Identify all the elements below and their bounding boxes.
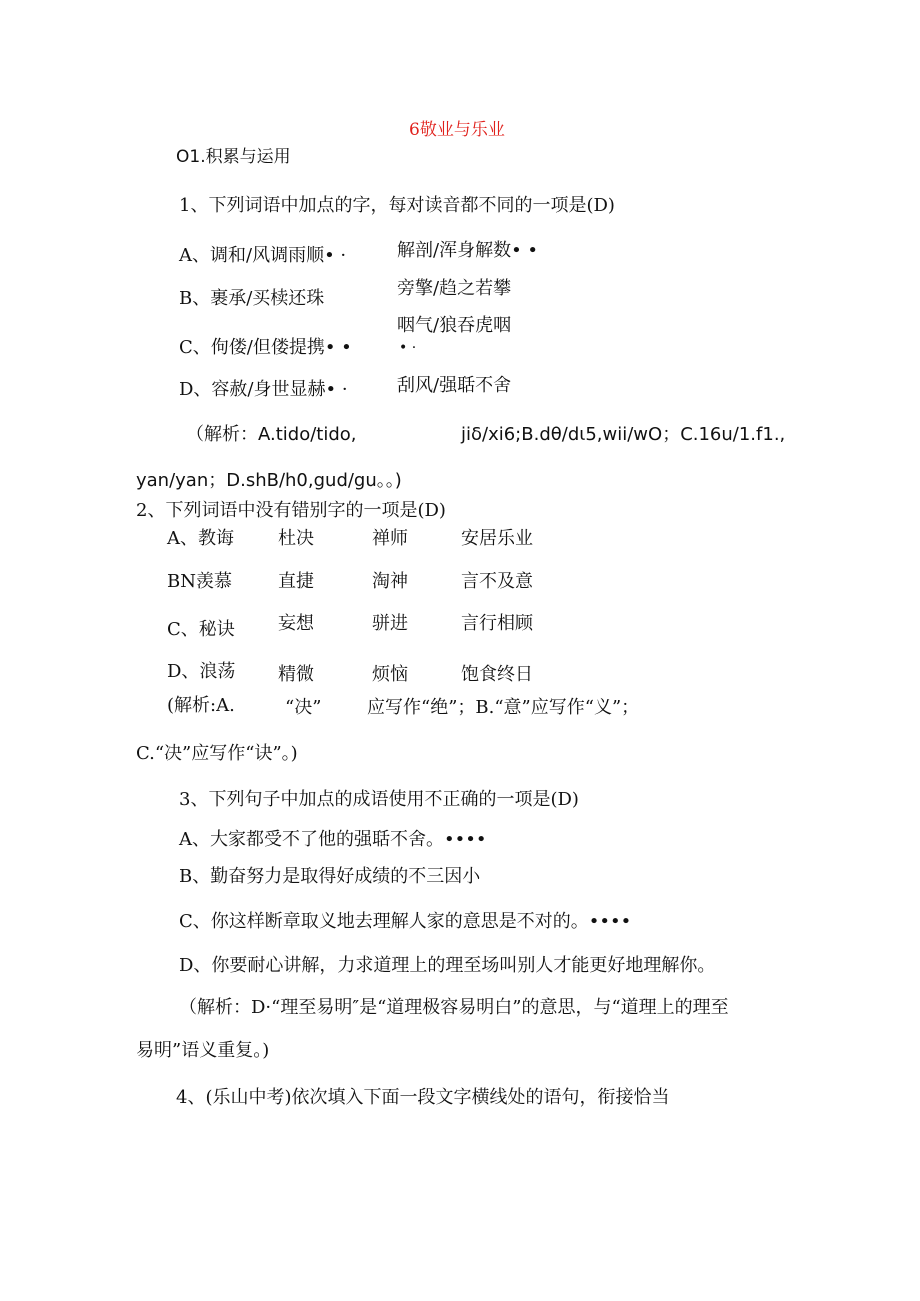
- q1-analysis-part1: （解析：A.tido/tido,: [186, 424, 357, 445]
- q1-stem: 1、下列词语中加点的字，每对读音都不同的一项是(D): [179, 195, 615, 216]
- page-title: 6敬业与乐业: [409, 120, 505, 140]
- q2-analysis-part1: (解析:A.: [167, 695, 235, 716]
- q1-analysis-part3: yan/yan；D.shB∕h0,gud/gu。。): [136, 470, 402, 491]
- section-heading: O1.积累与运用: [176, 147, 291, 167]
- q2-row-a-col3: 禅师: [372, 528, 408, 549]
- q3-stem: 3、下列句子中加点的成语使用不正确的一项是(D): [179, 789, 579, 810]
- q1-option-a-right: 解剖/浑身解数• •: [397, 240, 539, 261]
- q1-option-c-dots: • ·: [399, 340, 417, 356]
- q1-option-d-right: 刮风/强聒不舍: [397, 375, 512, 396]
- q2-row-a-col4: 安居乐业: [461, 528, 533, 549]
- q3-option-a: A、大家都受不了他的强聒不舍。••••: [179, 829, 487, 850]
- q2-row-a-col2: 杜决: [278, 528, 314, 549]
- q2-row-d-col3: 烦恼: [372, 664, 408, 685]
- q1-option-b-right: 旁擎/趋之若攀: [397, 278, 512, 299]
- q2-row-c-col3: 骈进: [372, 613, 408, 634]
- q3-option-b: B、勤奋努力是取得好成绩的不三因小: [179, 866, 481, 887]
- q3-analysis-line2: 易明”语义重复。): [136, 1040, 270, 1061]
- q1-option-d-left: D、容赦/身世显赫• ·: [179, 379, 348, 400]
- q2-row-c-col2: 妄想: [278, 613, 314, 634]
- q3-analysis-line1: （解析：D·“理至易明″是“道理极容易明白”的意思，与“道理上的理至: [179, 997, 729, 1018]
- q2-analysis-part4: C.“决”应写作“诀”。): [136, 743, 298, 764]
- q2-row-b-col2: 直捷: [278, 571, 314, 592]
- q3-option-d: D、你要耐心讲解，力求道理上的理至场叫别人才能更好地理解你。: [179, 955, 716, 976]
- q1-option-c-left: C、佝偻/但偻提携• •: [179, 337, 352, 358]
- q1-option-b-left: B、裹承/买椟还珠: [179, 288, 325, 309]
- q4-stem: 4、(乐山中考)依次填入下面一段文字横线处的语句，衔接恰当: [176, 1087, 670, 1108]
- q2-row-d-col4: 饱食终日: [461, 664, 533, 685]
- q1-option-c-right: 咽气/狼吞虎咽: [397, 315, 512, 336]
- q3-option-c: C、你这样断章取义地去理解人家的意思是不对的。••••: [179, 911, 632, 932]
- q2-row-a-col1: A、教诲: [167, 528, 234, 549]
- q2-row-c-col4: 言行相顾: [461, 613, 533, 634]
- q2-row-c-col1: C、秘诀: [167, 619, 235, 640]
- q1-option-a-left: A、调和/风调雨顺• ·: [179, 245, 347, 266]
- q2-row-b-col1: BN羡慕: [167, 571, 232, 592]
- q2-row-b-col4: 言不及意: [461, 571, 533, 592]
- q2-row-b-col3: 淘神: [372, 571, 408, 592]
- q2-analysis-part3: 应写作“绝”；B.“意”应写作“义”；: [367, 697, 640, 718]
- q2-row-d-col1: D、浪荡: [167, 661, 236, 682]
- q2-row-d-col2: 精微: [278, 664, 314, 685]
- q1-analysis-part2: jiδ∕xi6;B.dθ∕dι5,wii/wO；C.16u∕1.f1.,: [461, 424, 786, 445]
- q2-stem: 2、下列词语中没有错别字的一项是(D): [136, 500, 446, 521]
- q2-analysis-part2: “决”: [285, 697, 322, 718]
